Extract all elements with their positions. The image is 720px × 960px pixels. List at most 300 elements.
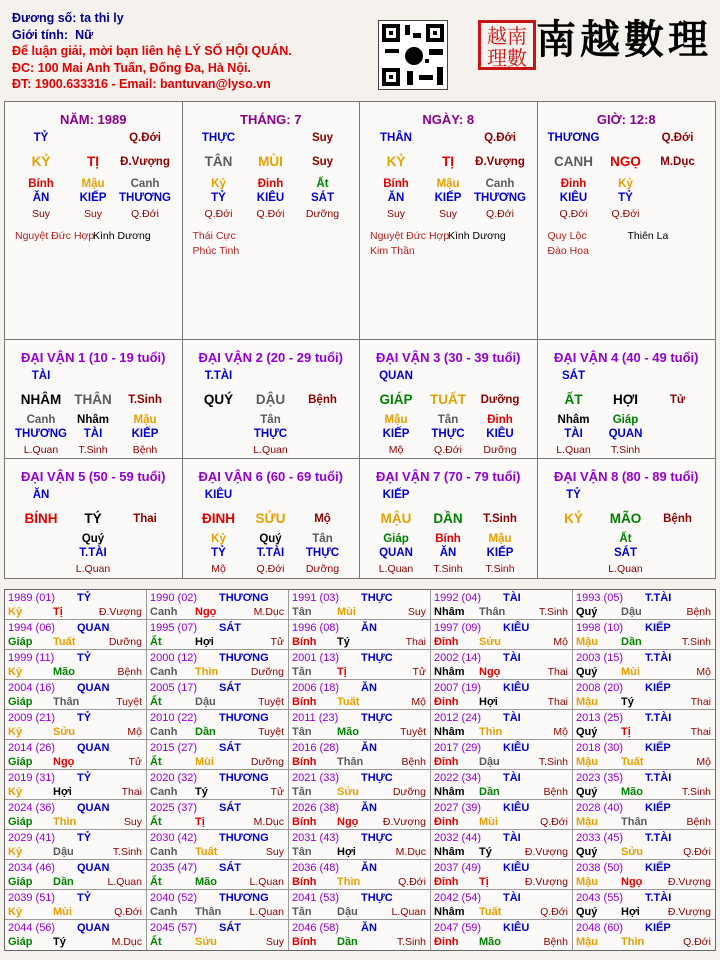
year-cell [431, 740, 573, 770]
year-branch: Tị [621, 726, 631, 738]
hidden-ten-god: TỶ [211, 192, 226, 204]
life-stage: M.Dục [660, 156, 695, 168]
year-stem: Giáp [8, 636, 33, 648]
year-cell [289, 920, 431, 950]
heavenly-stem: KỶ [564, 511, 583, 526]
year-life-stage: Q.Đới [398, 876, 426, 888]
pillar-cell [360, 102, 538, 340]
year-branch: Mão [479, 936, 501, 948]
year-branch: Tị [479, 876, 489, 888]
year-cell [289, 710, 431, 740]
year-label: 2021 (33) [292, 772, 340, 784]
year-life-stage: Đ.Vượng [524, 846, 568, 858]
year-stem: Giáp [8, 756, 33, 768]
hidden-life-stage: Q.Đới [256, 208, 285, 220]
year-branch: Sửu [479, 636, 502, 648]
life-stage: Bệnh [308, 394, 337, 406]
year-life-stage: Thai [121, 786, 142, 798]
year-branch: Thân [337, 756, 364, 768]
year-life-stage: Thai [547, 666, 568, 678]
hidden-life-stage: T.Sinh [433, 563, 463, 575]
earthly-branch: TỊ [87, 154, 99, 169]
year-branch: Ngọ [621, 876, 643, 888]
year-branch: Tị [195, 816, 205, 828]
year-ten-god: KIẾP [645, 862, 671, 874]
dai-van-cell [183, 459, 361, 578]
year-branch: Mùi [337, 606, 356, 618]
year-branch: Ngọ [479, 666, 501, 678]
year-stem: Giáp [8, 696, 33, 708]
year-stem: Mậu [576, 756, 598, 768]
hidden-ten-god: ĂN [439, 547, 457, 559]
year-branch: Dậu [195, 696, 216, 708]
year-branch: Dậu [337, 906, 358, 918]
hidden-life-stage: T.Sinh [610, 444, 641, 456]
life-stage: Đ.Vượng [475, 156, 525, 168]
year-cell [573, 800, 715, 830]
hidden-ten-god: QUAN [608, 428, 643, 440]
year-cell [289, 890, 431, 920]
year-stem: Ất [150, 636, 162, 648]
year-ten-god: TỶ [77, 892, 92, 904]
year-cell [573, 620, 715, 650]
year-life-stage: Tử [412, 666, 426, 678]
hidden-life-stage: Mộ [388, 444, 404, 456]
year-life-stage: Tử [128, 756, 142, 768]
year-branch: Thân [621, 816, 648, 828]
hidden-ten-god: ĂN [32, 192, 50, 204]
hidden-stem: Giáp [612, 414, 639, 426]
year-life-stage: L.Quan [391, 906, 426, 918]
dai-van-cell [538, 459, 716, 578]
year-label: 2019 (31) [8, 772, 56, 784]
year-label: 2027 (39) [434, 802, 482, 814]
year-ten-god: TỶ [77, 712, 92, 724]
year-ten-god: THỰC [361, 832, 393, 844]
year-life-stage: M.Dục [395, 846, 426, 858]
year-cell [573, 710, 715, 740]
year-life-stage: Tử [270, 786, 284, 798]
year-branch: Tý [479, 846, 492, 858]
year-label: 2012 (24) [434, 712, 482, 724]
year-branch: Sửu [621, 846, 644, 858]
year-life-stage: Mộ [553, 636, 568, 648]
year-ten-god: THƯƠNG [219, 892, 269, 904]
year-label: 2029 (41) [8, 832, 56, 844]
pillar-star: THỰC [201, 132, 236, 144]
earthly-branch: TÝ [84, 511, 102, 526]
year-label: 2000 (12) [150, 652, 198, 664]
year-branch: Thìn [621, 936, 645, 948]
year-stem: Mậu [576, 816, 598, 828]
hidden-stem: Quý [81, 533, 105, 545]
dai-van-cell [538, 340, 716, 459]
year-stem: Kỷ [8, 606, 23, 618]
year-label: 2046 (58) [292, 922, 340, 934]
shensha: Kình Dương [448, 230, 506, 242]
hidden-life-stage: Suy [83, 208, 103, 220]
year-label: 2024 (36) [8, 802, 56, 814]
shensha: Kình Dương [93, 230, 151, 242]
hidden-stem: Kỷ [211, 533, 226, 545]
year-label: 2036 (48) [292, 862, 340, 874]
year-ten-god: SÁT [219, 802, 241, 814]
year-label: 2010 (22) [150, 712, 198, 724]
year-branch: Sửu [337, 786, 360, 798]
year-stem: Kỷ [8, 726, 23, 738]
year-ten-god: SÁT [219, 922, 241, 934]
year-stem: Mậu [576, 936, 598, 948]
year-life-stage: Đ.Vượng [382, 816, 426, 828]
pillar-title: THÁNG: 7 [240, 112, 302, 127]
heavenly-stem: BÍNH [24, 511, 58, 526]
year-stem: Nhâm [434, 606, 465, 618]
year-branch: Hợi [337, 846, 356, 858]
dai-van-star: T.TÀI [204, 370, 233, 382]
hidden-ten-god: THƯƠNG [15, 428, 67, 440]
life-stage: Dưỡng [480, 394, 520, 406]
hidden-stem: Đinh [257, 178, 284, 190]
year-branch: Hợi [621, 906, 640, 918]
year-cell [5, 650, 147, 680]
hidden-life-stage: Mộ [211, 563, 226, 575]
year-label: 2017 (29) [434, 742, 482, 754]
year-label: 2025 (37) [150, 802, 198, 814]
hidden-life-stage: L.Quan [253, 444, 288, 456]
year-cell [5, 710, 147, 740]
year-cell [147, 860, 289, 890]
year-ten-god: TỶ [77, 832, 92, 844]
year-stem: Tân [292, 726, 312, 738]
year-label: 2033 (45) [576, 832, 624, 844]
year-label: 2034 (46) [8, 862, 56, 874]
year-branch: Thìn [337, 876, 361, 888]
year-cell [573, 830, 715, 860]
hidden-stem: Mậu [436, 178, 460, 190]
year-branch: Thân [479, 606, 506, 618]
hidden-life-stage: Suy [438, 208, 458, 220]
year-cell [289, 800, 431, 830]
year-ten-god: T.TÀI [645, 892, 672, 904]
year-life-stage: Dưỡng [250, 666, 284, 678]
year-ten-god: THỰC [361, 892, 393, 904]
year-life-stage: T.Sinh [538, 756, 568, 768]
year-cell [5, 770, 147, 800]
life-stage: Suy [311, 156, 334, 168]
earthly-branch: TỊ [442, 154, 454, 169]
year-label: 2037 (49) [434, 862, 482, 874]
life-stage: Bệnh [663, 513, 692, 525]
hidden-stem: Mậu [488, 533, 512, 545]
hidden-life-stage: Bệnh [132, 444, 158, 456]
year-life-stage: Dưỡng [250, 756, 284, 768]
year-stem: Tân [292, 666, 312, 678]
shensha: Nguyệt Đức Hợp [15, 230, 95, 242]
hidden-stem: Giáp [383, 533, 409, 545]
year-branch: Tuất [53, 636, 76, 648]
hidden-life-stage: Suy [386, 208, 406, 220]
year-ten-god: KIÊU [503, 742, 530, 754]
dai-van-title: ĐẠI VẬN 6 (60 - 69 tuổi) [198, 469, 343, 484]
dai-van-star: KIÊU [204, 489, 233, 501]
year-cell [431, 920, 573, 950]
year-life-stage: T.Sinh [681, 786, 711, 798]
year-branch: Tý [53, 936, 66, 948]
year-ten-god: KIÊU [503, 862, 530, 874]
gender-value: Nữ [75, 27, 94, 42]
hidden-stem: Mậu [133, 414, 157, 426]
hidden-stem: Canh [485, 178, 515, 190]
year-ten-god: KIẾP [645, 682, 671, 694]
year-life-stage: Q.Đới [540, 816, 568, 828]
shensha: Đào Hoa [547, 245, 589, 257]
year-life-stage: Thai [690, 726, 711, 738]
year-label: 2039 (51) [8, 892, 56, 904]
red-seal-stamp: 越南 理數 [478, 20, 536, 70]
year-ten-god: T.TÀI [645, 712, 672, 724]
year-ten-god: THƯƠNG [219, 592, 269, 604]
year-cell [573, 590, 715, 620]
dai-van-title: ĐẠI VẬN 4 (40 - 49 tuổi) [554, 350, 699, 365]
year-life-stage: Q.Đới [683, 936, 711, 948]
year-stem: Ất [150, 876, 162, 888]
year-stem: Bính [292, 936, 317, 948]
year-ten-god: QUAN [77, 862, 110, 874]
year-life-stage: Thai [547, 696, 568, 708]
dai-van-title: ĐẠI VẬN 7 (70 - 79 tuổi) [376, 469, 521, 484]
year-ten-god: T.TÀI [645, 592, 672, 604]
year-branch: Ngọ [337, 816, 359, 828]
hidden-ten-god: KIẾP [434, 192, 462, 204]
year-label: 1989 (01) [8, 592, 56, 604]
life-stage: Thai [133, 513, 157, 525]
year-ten-god: THỰC [361, 652, 393, 664]
year-stem: Nhâm [434, 846, 465, 858]
hidden-life-stage: L.Quan [23, 444, 59, 456]
year-stem: Quý [576, 606, 598, 618]
year-stem: Đinh [434, 876, 459, 888]
hidden-stem: Ất [316, 178, 329, 190]
shensha: Thiên La [627, 230, 669, 242]
heavenly-stem: ẤT [564, 392, 583, 407]
year-cell [5, 620, 147, 650]
year-ten-god: KIÊU [503, 682, 530, 694]
year-stem: Canh [150, 906, 178, 918]
dai-van-title: ĐẠI VẬN 1 (10 - 19 tuổi) [21, 350, 166, 365]
pillar-cell [5, 102, 183, 340]
year-stem: Tân [292, 906, 312, 918]
year-branch: Dậu [53, 846, 74, 858]
owner-value: ta thi ly [79, 11, 124, 25]
hidden-ten-god: TÀI [564, 428, 583, 440]
hidden-ten-god: KIÊU [256, 192, 285, 204]
year-stem: Canh [150, 846, 178, 858]
year-label: 2026 (38) [292, 802, 340, 814]
year-label: 1995 (07) [150, 622, 198, 634]
hidden-life-stage: Q.Đới [204, 208, 233, 220]
year-cell [5, 740, 147, 770]
year-life-stage: M.Dục [253, 606, 284, 618]
year-stem: Ất [150, 936, 162, 948]
hidden-ten-god: T.TÀI [79, 547, 107, 559]
year-ten-god: ĂN [361, 922, 377, 934]
heavenly-stem: GIÁP [379, 392, 413, 407]
pillar-star: TỶ [33, 132, 49, 144]
year-branch: Thìn [195, 666, 219, 678]
hidden-stem: Tân [437, 414, 459, 426]
year-cell [5, 830, 147, 860]
shensha: Quy Lộc [547, 230, 587, 242]
pillar-star: THƯƠNG [547, 132, 600, 144]
year-stem: Quý [576, 846, 598, 858]
year-life-stage: Tuyệt [258, 696, 284, 708]
life-stage: T.Sinh [483, 513, 517, 525]
pillar-title: NGÀY: 8 [422, 112, 475, 127]
year-label: 2032 (44) [434, 832, 482, 844]
year-label: 2014 (26) [8, 742, 56, 754]
year-label: 2022 (34) [434, 772, 482, 784]
year-cell [147, 830, 289, 860]
year-cell [573, 650, 715, 680]
year-label: 1990 (02) [150, 592, 198, 604]
year-branch: Tuất [621, 756, 644, 768]
year-life-stage: T.Sinh [396, 936, 426, 948]
hidden-ten-god: TỶ [618, 192, 633, 204]
year-branch: Thân [195, 906, 222, 918]
year-cell [147, 710, 289, 740]
year-cell [147, 740, 289, 770]
year-life-stage: Suy [123, 816, 142, 828]
year-stem: Giáp [8, 876, 33, 888]
year-cell [147, 650, 289, 680]
year-label: 2020 (32) [150, 772, 198, 784]
year-life-stage: Thai [405, 636, 426, 648]
year-cell [5, 890, 147, 920]
year-life-stage: Bệnh [686, 816, 711, 828]
year-ten-god: QUAN [77, 622, 110, 634]
hidden-stem: Tân [260, 414, 281, 426]
year-stem: Quý [576, 786, 598, 798]
heavenly-stem: KỶ [386, 154, 406, 169]
hidden-life-stage: L.Quan [608, 563, 643, 575]
earthly-branch: MÙI [258, 154, 283, 169]
year-cell [573, 770, 715, 800]
year-ten-god: THỰC [361, 712, 393, 724]
four-pillars-chart [4, 101, 716, 579]
earthly-branch: HỢI [612, 392, 639, 407]
year-stem: Mậu [576, 636, 598, 648]
pillar-star-state: Q.Đới [129, 132, 161, 144]
year-ten-god: TÀI [503, 712, 521, 724]
year-stem: Giáp [8, 816, 33, 828]
hidden-ten-god: KIÊU [486, 428, 514, 440]
year-label: 2004 (16) [8, 682, 56, 694]
year-life-stage: Tuyệt [116, 696, 142, 708]
dai-van-cell [5, 340, 183, 459]
hidden-stem: Bính [383, 178, 409, 190]
year-life-stage: Đ.Vượng [98, 606, 142, 618]
dai-van-star: TÀI [31, 370, 51, 382]
year-life-stage: Đ.Vượng [524, 876, 568, 888]
year-life-stage: Bệnh [117, 666, 142, 678]
year-stem: Bính [292, 636, 317, 648]
year-cell [431, 800, 573, 830]
year-branch: Dần [479, 786, 500, 798]
year-stem: Canh [150, 666, 178, 678]
year-life-stage: Bệnh [401, 756, 426, 768]
year-life-stage: T.Sinh [538, 606, 568, 618]
year-life-stage: Dưỡng [392, 786, 426, 798]
year-label: 2048 (60) [576, 922, 624, 934]
year-life-stage: Q.Đới [540, 906, 568, 918]
heavenly-stem: CANH [554, 154, 593, 169]
year-branch: Tị [337, 666, 347, 678]
year-ten-god: QUAN [77, 922, 110, 934]
year-stem: Mậu [576, 696, 598, 708]
owner-label: Đương số: [12, 11, 77, 25]
year-label: 2045 (57) [150, 922, 198, 934]
life-stage: Tử [669, 394, 686, 406]
year-branch: Mùi [479, 816, 498, 828]
year-stem: Bính [292, 816, 317, 828]
year-label: 2009 (21) [8, 712, 56, 724]
year-cell [147, 620, 289, 650]
year-branch: Dần [53, 876, 74, 888]
dai-van-cell [183, 340, 361, 459]
year-branch: Dậu [621, 606, 642, 618]
year-cell [289, 770, 431, 800]
hidden-ten-god: KIẾP [382, 428, 410, 440]
hidden-ten-god: SÁT [311, 192, 334, 204]
year-life-stage: Q.Đới [114, 906, 142, 918]
year-branch: Tý [621, 696, 634, 708]
hidden-life-stage: Q.Đới [611, 208, 640, 220]
year-branch: Mão [53, 666, 75, 678]
heavenly-stem: QUÝ [203, 392, 234, 407]
year-stem: Kỷ [8, 846, 23, 858]
year-cell [147, 680, 289, 710]
address-line: ĐC: 100 Mai Anh Tuấn, Đống Đa, Hà Nội. [12, 60, 251, 75]
hidden-stem: Bính [435, 533, 461, 545]
year-label: 2015 (27) [150, 742, 198, 754]
year-ten-god: SÁT [219, 622, 241, 634]
year-ten-god: KIÊU [503, 802, 530, 814]
year-label: 2044 (56) [8, 922, 56, 934]
year-ten-god: T.TÀI [645, 832, 672, 844]
year-cell [5, 680, 147, 710]
year-branch: Dần [337, 936, 358, 948]
year-stem: Đinh [434, 756, 459, 768]
heavenly-stem: ĐINH [202, 511, 235, 526]
earthly-branch: THÂN [74, 392, 112, 407]
year-life-stage: Suy [265, 846, 284, 858]
hidden-ten-god: THỰC [431, 428, 465, 440]
year-stem: Tân [292, 606, 312, 618]
pillar-title: NĂM: 1989 [60, 112, 127, 127]
year-stem: Bính [292, 696, 317, 708]
hidden-ten-god: TÀI [83, 428, 103, 440]
year-cell [147, 590, 289, 620]
year-branch: Thìn [479, 726, 503, 738]
pillar-cell [183, 102, 361, 340]
year-label: 2008 (20) [576, 682, 624, 694]
year-stem: Kỷ [8, 786, 23, 798]
year-ten-god: KIẾP [645, 742, 671, 754]
hidden-ten-god: THƯƠNG [474, 192, 526, 204]
hidden-life-stage: L.Quan [75, 563, 111, 575]
year-label: 1991 (03) [292, 592, 340, 604]
year-label: 2035 (47) [150, 862, 198, 874]
